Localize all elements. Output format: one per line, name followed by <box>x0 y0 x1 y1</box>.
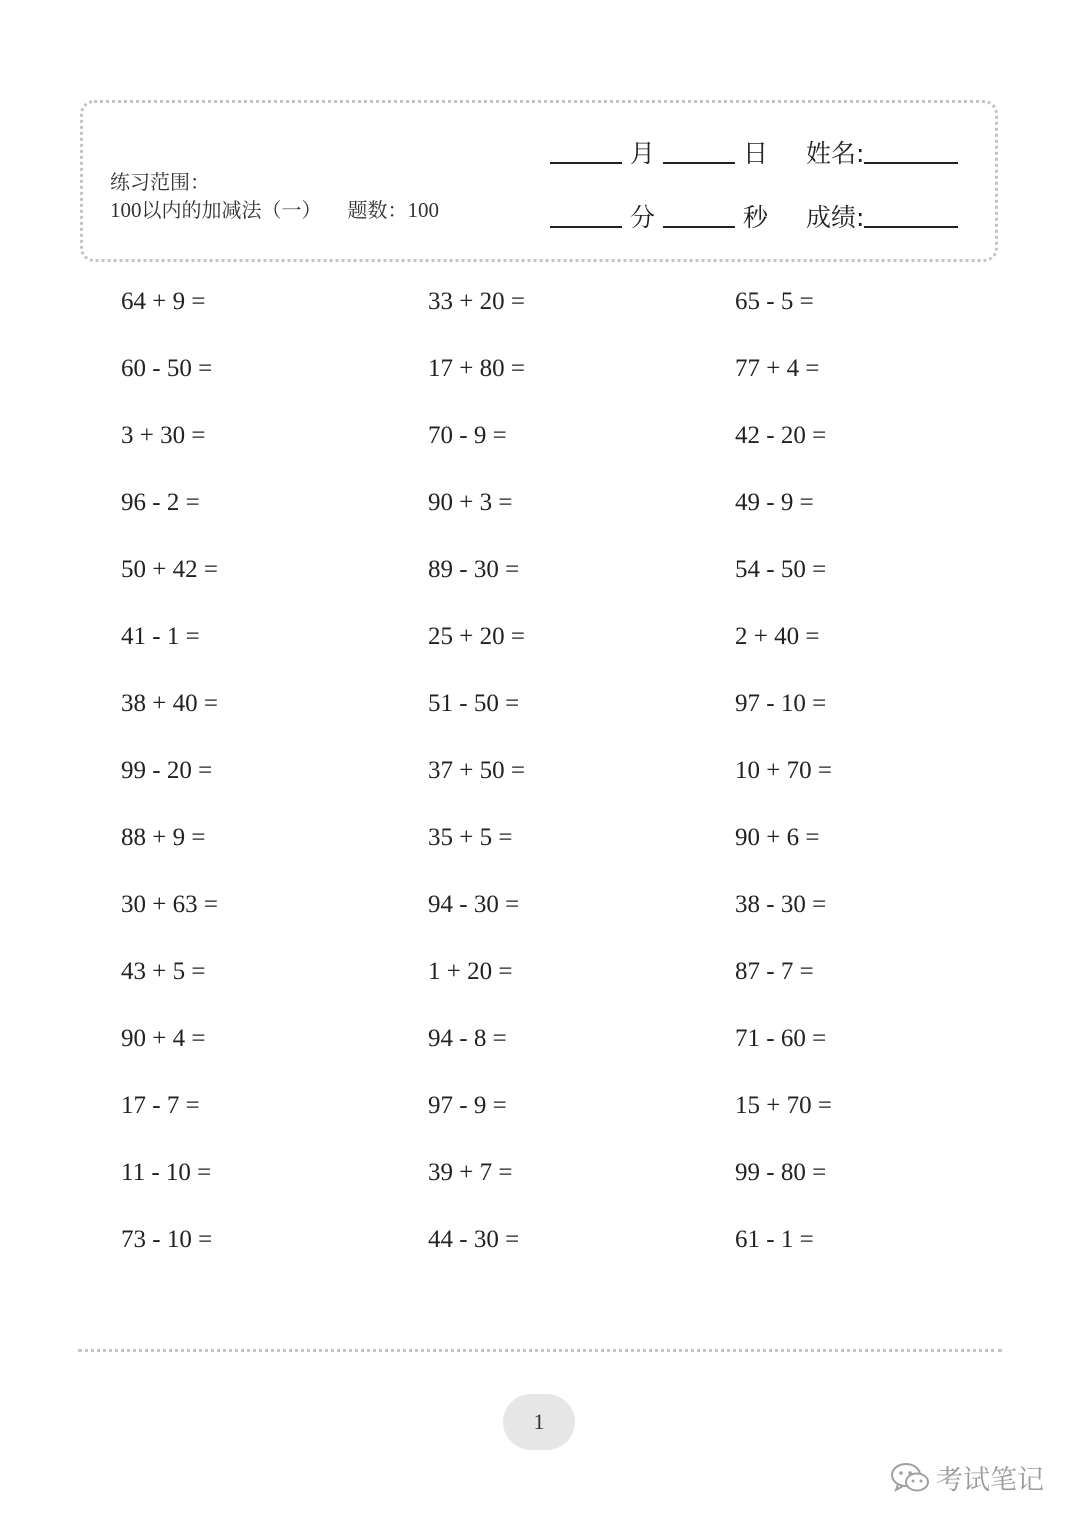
problem-item: 25 + 20 = <box>428 623 525 650</box>
problem-item: 35 + 5 = <box>428 824 513 851</box>
problem-item: 11 - 10 = <box>121 1159 212 1186</box>
problem-item: 90 + 4 = <box>121 1025 206 1052</box>
problem-item: 94 - 30 = <box>428 891 520 918</box>
problem-item: 61 - 1 = <box>735 1226 814 1253</box>
count-value: 100 <box>407 198 439 222</box>
problem-item: 44 - 30 = <box>428 1226 520 1253</box>
date-name-row <box>550 134 958 170</box>
day-label: 日 <box>743 139 769 168</box>
problem-item: 90 + 3 = <box>428 489 513 516</box>
problem-item: 17 + 80 = <box>428 355 525 382</box>
problem-item: 33 + 20 = <box>428 288 525 315</box>
problem-item: 97 - 10 = <box>735 690 827 717</box>
problem-item: 49 - 9 = <box>735 489 814 516</box>
month-blank[interactable] <box>550 162 622 164</box>
problem-item: 51 - 50 = <box>428 690 520 717</box>
time-score-row <box>550 198 958 234</box>
problem-item: 73 - 10 = <box>121 1226 213 1253</box>
problem-item: 88 + 9 = <box>121 824 206 851</box>
range-line <box>110 194 439 223</box>
score-label: 成绩: <box>806 203 865 232</box>
problem-item: 1 + 20 = <box>428 958 513 985</box>
problem-item: 65 - 5 = <box>735 288 814 315</box>
problem-item: 37 + 50 = <box>428 757 525 784</box>
problem-item: 87 - 7 = <box>735 958 814 985</box>
month-label: 月 <box>630 139 656 168</box>
problem-item: 30 + 63 = <box>121 891 218 918</box>
range-prefix: 100 <box>110 198 142 222</box>
problem-grid <box>121 268 975 1273</box>
problem-item: 90 + 6 = <box>735 824 820 851</box>
page-number: 1 <box>503 1394 575 1450</box>
name-blank[interactable] <box>864 162 958 164</box>
problem-item: 2 + 40 = <box>735 623 820 650</box>
problem-item: 64 + 9 = <box>121 288 206 315</box>
minute-label: 分 <box>630 203 656 232</box>
problem-item: 70 - 9 = <box>428 422 507 449</box>
problem-item: 38 - 30 = <box>735 891 827 918</box>
problem-item: 77 + 4 = <box>735 355 820 382</box>
problem-item: 15 + 70 = <box>735 1092 832 1119</box>
footer-divider <box>78 1349 1002 1352</box>
problem-item: 38 + 40 = <box>121 690 218 717</box>
problem-item: 10 + 70 = <box>735 757 832 784</box>
problem-item: 54 - 50 = <box>735 556 827 583</box>
problem-item: 99 - 20 = <box>121 757 213 784</box>
problem-item: 39 + 7 = <box>428 1159 513 1186</box>
day-blank[interactable] <box>663 162 735 164</box>
problem-item: 97 - 9 = <box>428 1092 507 1119</box>
problem-item: 42 - 20 = <box>735 422 827 449</box>
problem-item: 3 + 30 = <box>121 422 206 449</box>
problem-item: 41 - 1 = <box>121 623 200 650</box>
name-label: 姓名: <box>806 139 865 168</box>
problem-item: 89 - 30 = <box>428 556 520 583</box>
wechat-icon <box>890 1461 930 1495</box>
problem-item: 17 - 7 = <box>121 1092 200 1119</box>
problem-item: 94 - 8 = <box>428 1025 507 1052</box>
worksheet-header <box>80 100 998 262</box>
problem-item: 71 - 60 = <box>735 1025 827 1052</box>
second-label: 秒 <box>743 203 769 232</box>
score-blank[interactable] <box>864 226 958 228</box>
problem-item: 99 - 80 = <box>735 1159 827 1186</box>
problem-item: 50 + 42 = <box>121 556 218 583</box>
watermark-text: 考试笔记 <box>936 1465 1044 1496</box>
minute-blank[interactable] <box>550 226 622 228</box>
problem-item: 60 - 50 = <box>121 355 213 382</box>
problem-item: 96 - 2 = <box>121 489 200 516</box>
second-blank[interactable] <box>663 226 735 228</box>
range-label: 练习范围： <box>110 170 210 194</box>
problem-item: 43 + 5 = <box>121 958 206 985</box>
watermark <box>890 1458 1044 1497</box>
range-text: 以内的加减法（一） <box>141 198 322 222</box>
count-label: 题数： <box>347 198 408 222</box>
